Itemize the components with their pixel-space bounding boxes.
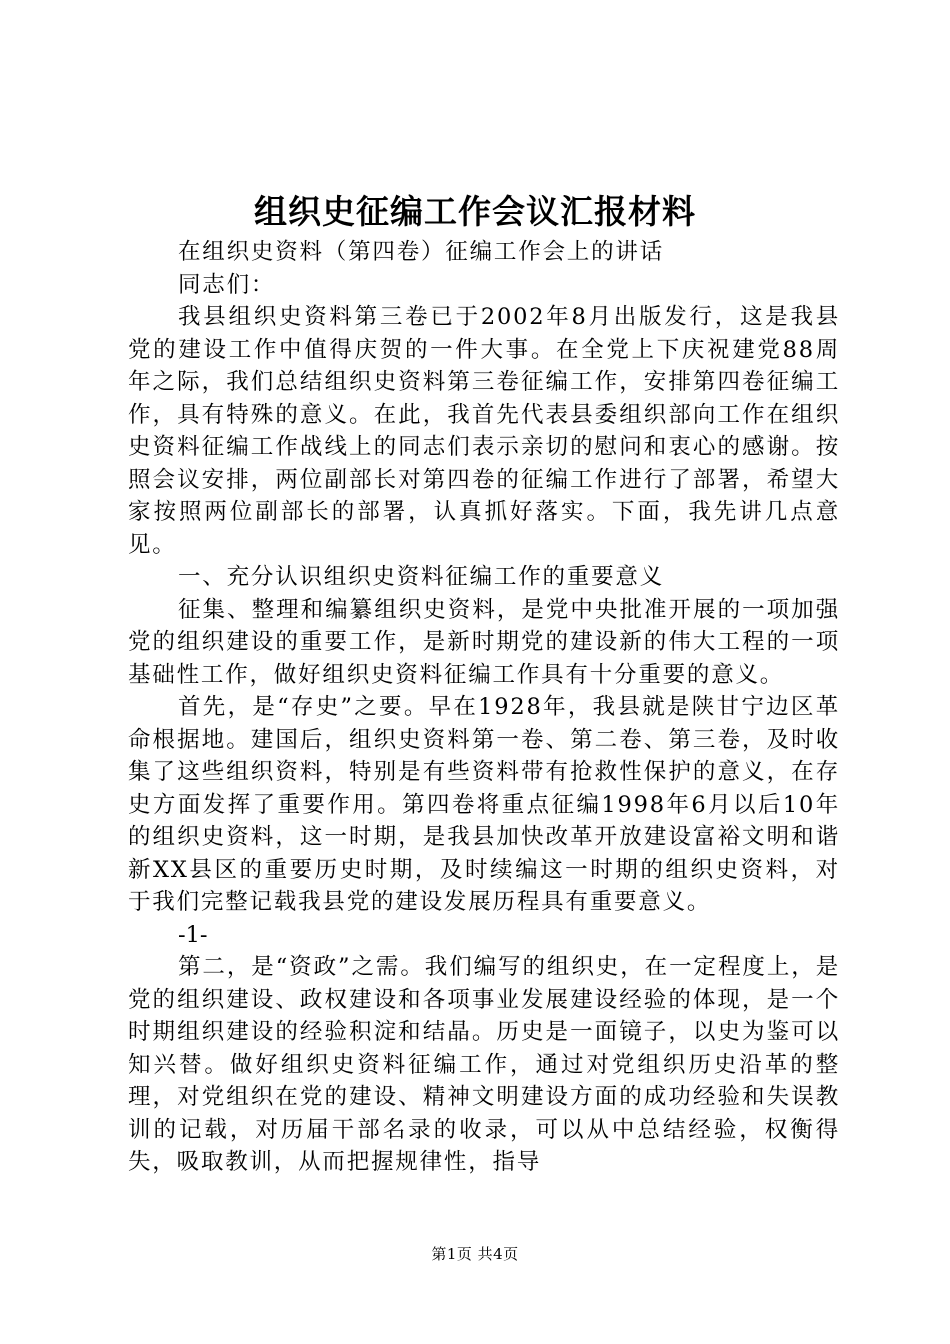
salutation: 同志们： bbox=[178, 271, 276, 298]
page-footer: 第1页 共4页 bbox=[431, 1245, 519, 1263]
document-title: 组织史征编工作会议汇报材料 bbox=[254, 192, 696, 231]
section-heading: 一、充分认识组织史资料征编工作的重要意义 bbox=[178, 564, 665, 590]
paragraph: 征集、整理和编纂组织史资料，是党中央批准开展的一项加强党的组织建设的重要工作，是新时期党的建设新的伟大工程的一项基础性工作，做好组织史资料征编工作具有十分重要的意义。 bbox=[128, 596, 840, 688]
paragraph: 第二，是“资政”之需。我们编写的组织史，在一定程度上，是党的组织建设、政权建设和各项事业发展建设经验的体现，是一个时期组织建设的经验积淀和结晶。历史是一面镜子，以史为鉴可以知兴替。做好组织史资料征编工作，通过对党组织历史沿革的整理，对党组织在党的建设、精神文明建设方面的成功经验和失误教训的记载，对历届干部名录的收录，可以从中总结经验，权衡得失，吸取教训，从而把握规律性，指导 bbox=[128, 954, 840, 1175]
inline-page-number: -1- bbox=[178, 921, 208, 948]
paragraph: 首先，是“存史”之要。早在1928年，我县就是陕甘宁边区革命根据地。建国后，组织史资料第一卷、第二卷、第三卷，及时收集了这些组织资料，特别是有些资料带有抢救性保护的意义，在存史方面发挥了重要作用。第四卷将重点征编1998年6月以后10年的组织史资料，这一时期，是我县加快改革开放建设富裕文明和谐新XX县区的重要历史时期，及时续编这一时期的组织史资料，对于我们完整记载我县党的建设发展历程具有重要意义。 bbox=[128, 694, 840, 915]
document-body bbox=[128, 236, 840, 1179]
paragraph: 我县组织史资料第三卷已于2002年8月出版发行，这是我县党的建设工作中值得庆贺的一件大事。在全党上下庆祝建党88周年之际，我们总结组织史资料第三卷征编工作，安排第四卷征编工作，具有特殊的意义。在此，我首先代表县委组织部向工作在组织史资料征编工作战线上的同志们表示亲切的慰问和衷心的感谢。按照会议安排，两位副部长对第四卷的征编工作进行了部署，希望大家按照两位副部长的部署，认真抓好落实。下面，我先讲几点意见。 bbox=[128, 304, 840, 558]
speech-subtitle: 在组织史资料（第四卷）征编工作会上的讲话 bbox=[178, 239, 665, 265]
